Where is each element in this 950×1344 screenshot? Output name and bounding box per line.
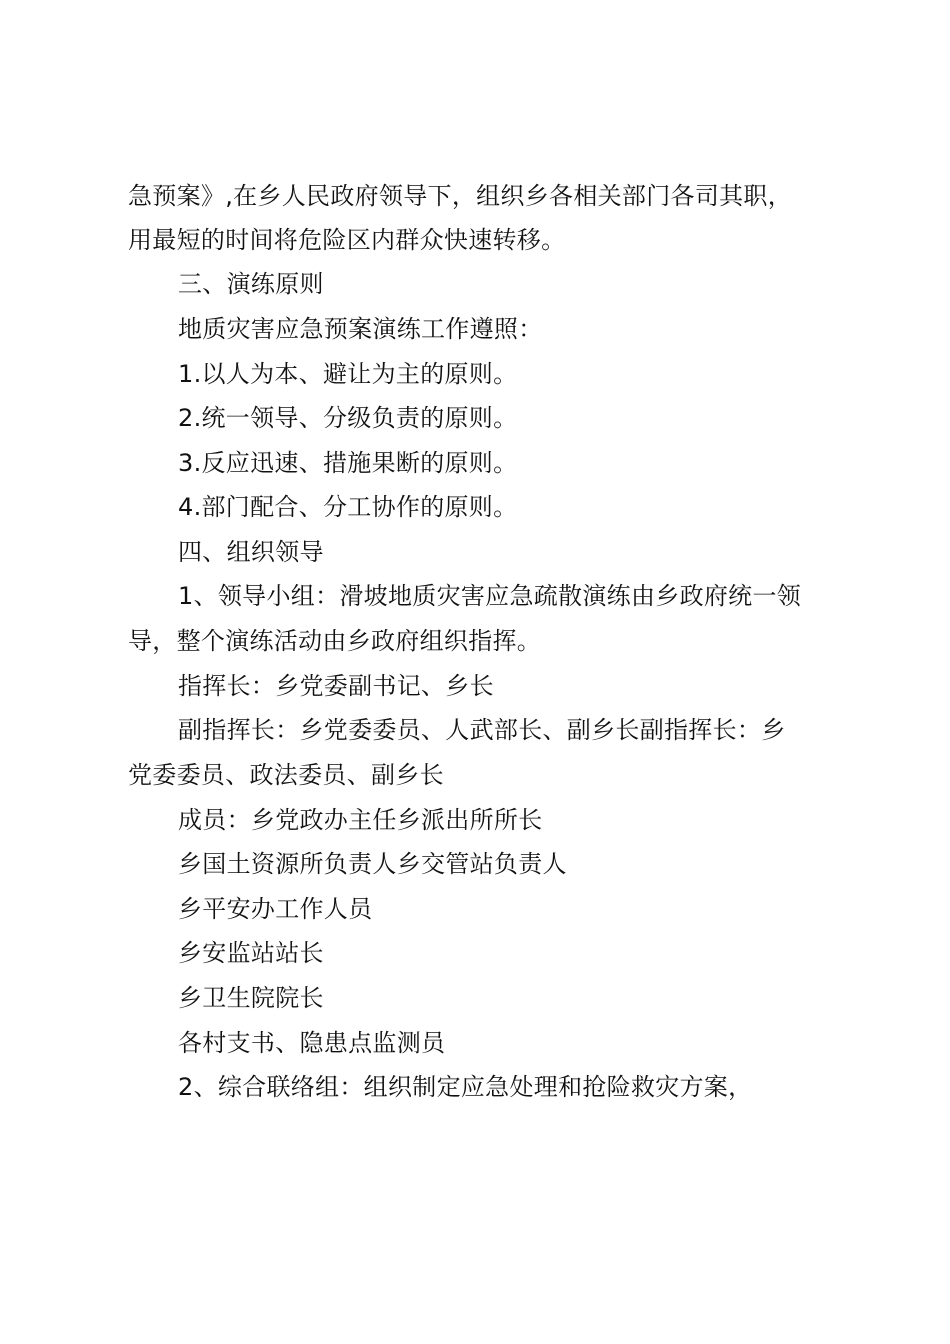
section-heading: 三、演练原则 xyxy=(178,270,324,298)
paragraph-line: 1、领导小组：滑坡地质灾害应急疏散演练由乡政府统一领 xyxy=(178,582,802,610)
paragraph-line: 指挥长：乡党委副书记、乡长 xyxy=(178,672,494,700)
list-item: 1.以人为本、避让为主的原则。 xyxy=(178,360,518,388)
section-heading: 四、组织领导 xyxy=(178,538,324,566)
paragraph-line: 导，整个演练活动由乡政府组织指挥。 xyxy=(128,627,542,655)
paragraph-line: 成员：乡党政办主任乡派出所所长 xyxy=(178,806,543,834)
paragraph-line: 乡国土资源所负责人乡交管站负责人 xyxy=(178,850,567,878)
paragraph-line: 2、综合联络组：组织制定应急处理和抢险救灾方案， xyxy=(178,1073,753,1101)
paragraph-line: 副指挥长：乡党委委员、人武部长、副乡长副指挥长：乡 xyxy=(178,716,786,744)
list-item: 3.反应迅速、措施果断的原则。 xyxy=(178,449,518,477)
paragraph-line: 乡平安办工作人员 xyxy=(178,895,373,923)
paragraph-line: 急预案》,在乡人民政府领导下，组织乡各相关部门各司其职， xyxy=(128,182,793,210)
list-item: 4.部门配合、分工协作的原则。 xyxy=(178,493,518,521)
list-item: 2.统一领导、分级负责的原则。 xyxy=(178,404,518,432)
paragraph-line: 党委委员、政法委员、副乡长 xyxy=(128,761,444,789)
paragraph-line: 用最短的时间将危险区内群众快速转移。 xyxy=(128,226,566,254)
paragraph-line: 乡安监站站长 xyxy=(178,939,324,967)
paragraph-line: 乡卫生院院长 xyxy=(178,984,324,1012)
paragraph-line: 地质灾害应急预案演练工作遵照： xyxy=(178,315,543,343)
paragraph-line: 各村支书、隐患点监测员 xyxy=(178,1029,446,1057)
